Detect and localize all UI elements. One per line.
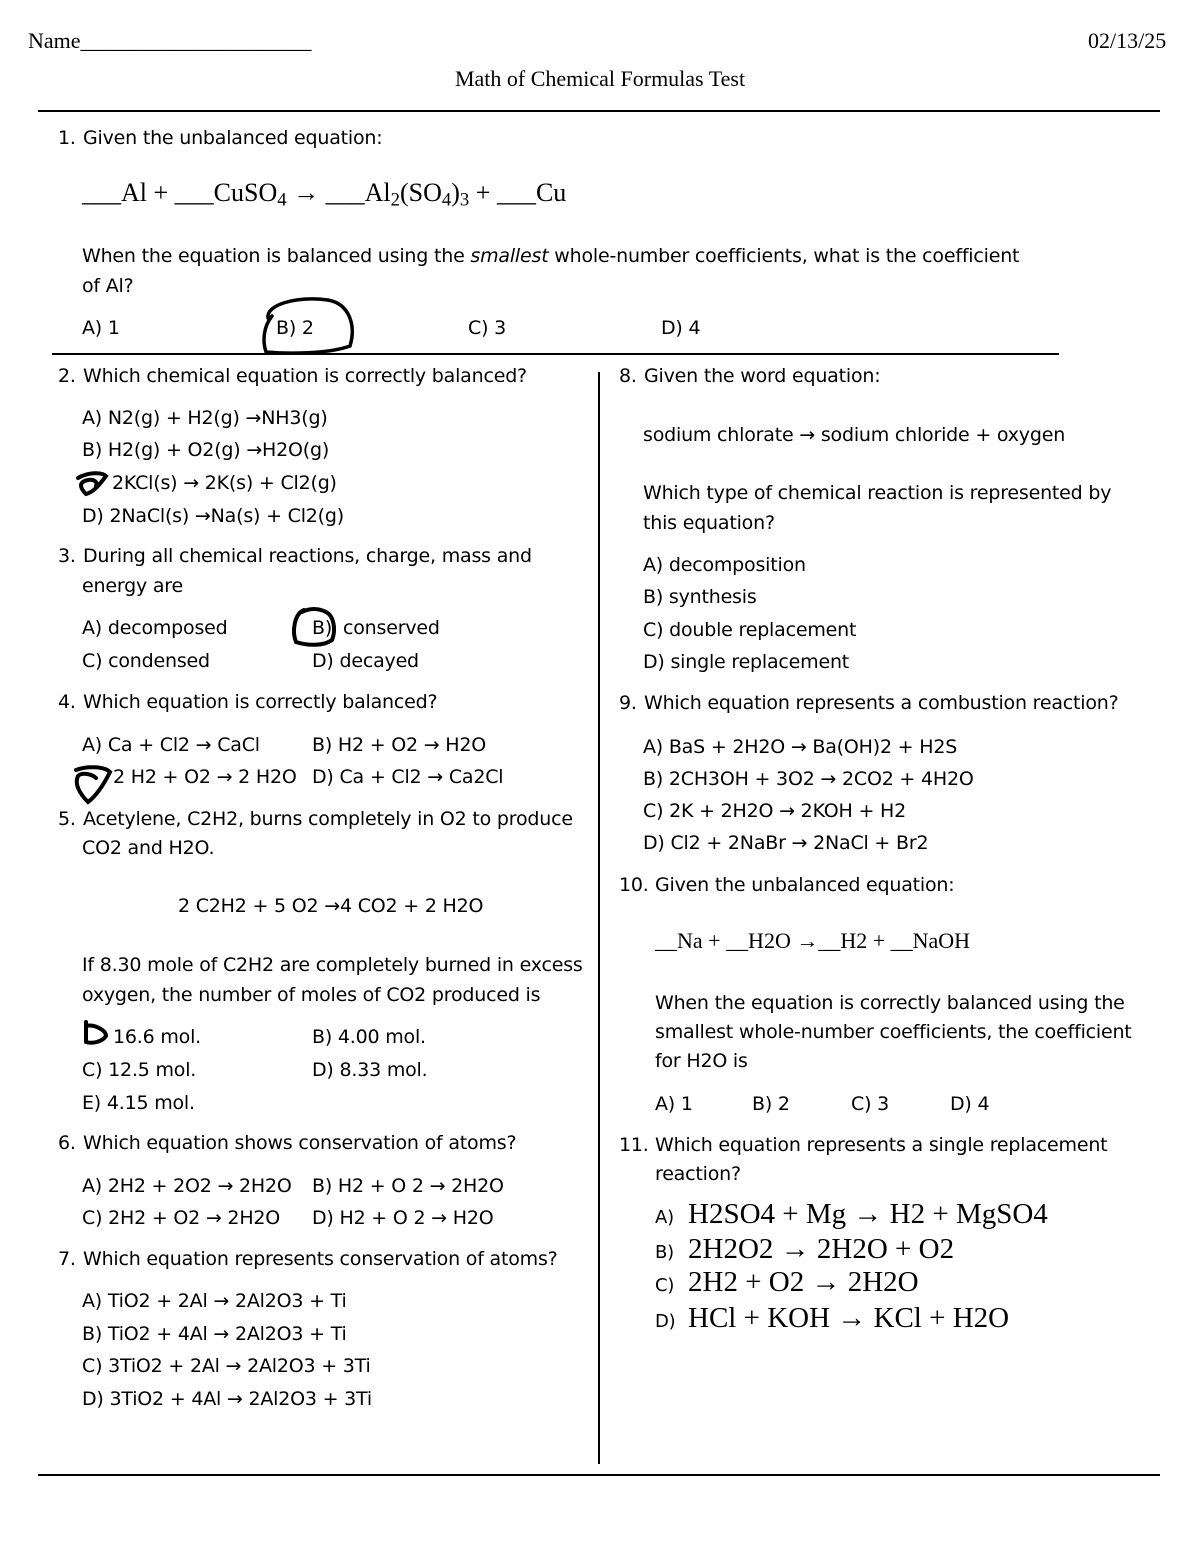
q5-choice-e[interactable]: E) 4.15 mol. [82,1092,195,1114]
q4-choice-c[interactable]: 2 H2 + O2 → 2 H2O [113,766,297,788]
q11-prompt-line-1: 11. Which equation represents a single replacement [619,1134,1108,1156]
q2-choice-c[interactable]: 2KCl(s) → 2K(s) + Cl2(g) [112,472,337,494]
q1-question-line-1: When the equation is balanced using the smallest whole-number coefficients, what is the coefficient [82,245,1020,267]
q3-choice-b-letter[interactable]: B) [312,617,333,639]
page-title: Math of Chemical Formulas Test [454,66,746,91]
q1-choice-d[interactable]: D) 4 [661,317,701,339]
q5-prompt-line-2: CO2 and H2O. [82,837,215,859]
q2-choice-a[interactable]: A) N2(g) + H2(g) →NH3(g) [82,407,328,429]
q5-choice-c[interactable]: C) 12.5 mol. [82,1059,197,1081]
name-blank: _____________________ [80,28,312,53]
q6-choice-d[interactable]: D) H2 + O 2 → H2O [312,1207,494,1229]
q11-choice-c[interactable]: C) 2H2 + O2 → 2H2O [655,1266,919,1298]
q4-answer-mark [70,764,114,806]
q5-prompt-line-1: 5. Acetylene, C2H2, burns completely in O2 to produce [58,808,573,830]
q6-choice-b[interactable]: B) H2 + O 2 → 2H2O [312,1175,504,1197]
q1-prompt: 1. Given the unbalanced equation: [58,127,383,149]
q6-choice-a[interactable]: A) 2H2 + 2O2 → 2H2O [82,1175,292,1197]
q11-choice-d[interactable]: D) HCl + KOH → KCl + H2O [655,1302,1010,1334]
q10-choice-d[interactable]: D) 4 [950,1093,990,1115]
q1-question-line-2: of Al? [82,275,134,297]
q3-choice-a[interactable]: A) decomposed [82,617,228,639]
q6-prompt: 6. Which equation shows conservation of atoms? [58,1132,517,1154]
q10-choice-b[interactable]: B) 2 [752,1093,790,1115]
q10-question-line-2: smallest whole-number coefficients, the coefficient [655,1021,1132,1043]
q2-answer-mark [74,470,110,498]
footer-divider [38,1474,1160,1476]
q5-choice-b[interactable]: B) 4.00 mol. [312,1026,426,1048]
q5-question-line-2: oxygen, the number of moles of CO2 produced is [82,984,541,1006]
q2-choice-b[interactable]: B) H2(g) + O2(g) →H2O(g) [82,439,330,461]
q10-equation: __Na + __H2O →__H2 + __NaOH [655,928,971,953]
q10-question-line-3: for H2O is [655,1050,748,1072]
q11-choice-b[interactable]: B) 2H2O2 → 2H2O + O2 [655,1233,955,1265]
q5-choice-a[interactable]: 16.6 mol. [113,1026,201,1048]
q10-choice-c[interactable]: C) 3 [851,1093,890,1115]
q5-question-line-1: If 8.30 mole of C2H2 are completely burned in excess [82,954,583,976]
q3-answer-circle-mark [290,604,340,648]
q8-question-line-2: this equation? [643,512,775,534]
q1-answer-circle-mark [258,296,358,358]
q3-choice-c[interactable]: C) condensed [82,650,210,672]
q2-prompt: 2. Which chemical equation is correctly balanced? [58,365,527,387]
q10-question-line-1: When the equation is correctly balanced using the [655,992,1125,1014]
q11-prompt-line-2: reaction? [655,1163,741,1185]
q8-choice-d[interactable]: D) single replacement [643,651,850,673]
q1-choice-c[interactable]: C) 3 [468,317,507,339]
q7-prompt: 7. Which equation represents conservation of atoms? [58,1248,558,1270]
q7-choice-a[interactable]: A) TiO2 + 2Al → 2Al2O3 + Ti [82,1290,347,1312]
q9-choice-d[interactable]: D) Cl2 + 2NaBr → 2NaCl + Br2 [643,832,929,854]
q9-choice-a[interactable]: A) BaS + 2H2O → Ba(OH)2 + H2S [643,736,958,758]
name-field [28,28,312,54]
q1-choice-a[interactable]: A) 1 [82,317,120,339]
q4-choice-a[interactable]: A) Ca + Cl2 → CaCl [82,734,260,756]
q8-choice-b[interactable]: B) synthesis [643,586,757,608]
q2-choice-d[interactable]: D) 2NaCl(s) →Na(s) + Cl2(g) [82,505,344,527]
q9-choice-c[interactable]: C) 2K + 2H2O → 2KOH + H2 [643,800,907,822]
q9-prompt: 9. Which equation represents a combustion reaction? [619,692,1119,714]
q8-word-equation: sodium chlorate → sodium chloride + oxygen [643,424,1066,446]
q8-choice-c[interactable]: C) double replacement [643,619,857,641]
q11-choice-a[interactable]: A) H2SO4 + Mg → H2 + MgSO4 [655,1198,1048,1230]
q4-choice-b[interactable]: B) H2 + O2 → H2O [312,734,487,756]
q7-choice-b[interactable]: B) TiO2 + 4Al → 2Al2O3 + Ti [82,1323,347,1345]
header-divider [38,110,1160,112]
q10-prompt: 10. Given the unbalanced equation: [619,874,955,896]
q3-choice-b[interactable]: conserved [343,617,440,639]
q7-choice-d[interactable]: D) 3TiO2 + 4Al → 2Al2O3 + 3Ti [82,1388,372,1410]
q5-equation: 2 C2H2 + 5 O2 →4 CO2 + 2 H2O [178,895,484,917]
q4-prompt: 4. Which equation is correctly balanced? [58,691,438,713]
column-divider [598,372,600,1464]
q3-choice-d[interactable]: D) decayed [312,650,419,672]
q8-prompt: 8. Given the word equation: [619,365,881,387]
date: 02/13/25 [1088,28,1167,53]
q3-prompt-line-2: energy are [82,575,183,597]
q8-choice-a[interactable]: A) decomposition [643,554,806,576]
q9-choice-b[interactable]: B) 2CH3OH + 3O2 → 2CO2 + 4H2O [643,768,974,790]
q10-choice-a[interactable]: A) 1 [655,1093,693,1115]
q5-answer-mark [80,1018,112,1048]
q1-divider [52,353,1059,355]
name-label: Name [28,28,81,53]
q3-prompt-line-1: 3. During all chemical reactions, charge, mass and [58,545,532,567]
q8-question-line-1: Which type of chemical reaction is represented by [643,482,1112,504]
q6-choice-c[interactable]: C) 2H2 + O2 → 2H2O [82,1207,281,1229]
q4-choice-d[interactable]: D) Ca + Cl2 → Ca2Cl [312,766,504,788]
q1-choice-b[interactable]: B) 2 [276,317,314,339]
q5-choice-d[interactable]: D) 8.33 mol. [312,1059,428,1081]
q7-choice-c[interactable]: C) 3TiO2 + 2Al → 2Al2O3 + 3Ti [82,1355,371,1377]
q1-equation: ___Al + ___CuSO$_4$ → $\_\_\_Al_2(SO_4)_3$ + ___Cu [82,178,567,211]
